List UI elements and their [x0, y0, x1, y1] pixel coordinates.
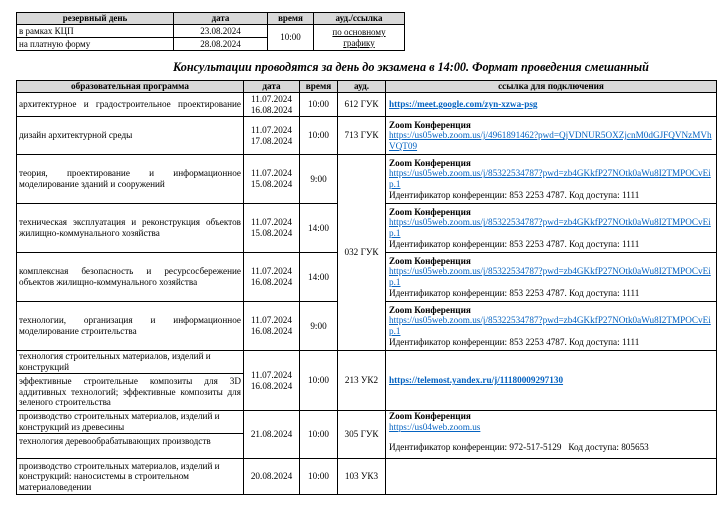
dates-cell: 11.07.2024 16.08.2024: [244, 93, 300, 117]
dates-cell: 11.07.2024 15.08.2024: [244, 155, 300, 204]
consultation-heading: Консультации проводятся за день до экзамена в 14:00. Формат проведения смешанный: [173, 60, 649, 74]
program-cell: [17, 411, 244, 459]
link-cell: [386, 93, 717, 117]
table-row: [17, 351, 717, 411]
reserve-date: 28.08.2024: [174, 38, 268, 51]
room-cell: 612 ГУК: [338, 93, 386, 117]
zoom-link[interactable]: https://us04web.zoom.us: [389, 421, 481, 432]
link-cell: [386, 351, 717, 411]
room-cell: 032 ГУК: [338, 155, 386, 351]
zoom-title: Zoom Конференция: [389, 119, 471, 130]
table-row: [17, 117, 717, 155]
time-cell: 14:00: [300, 253, 338, 302]
dates-cell: 11.07.2024 16.08.2024: [244, 253, 300, 302]
link-cell: [386, 411, 717, 459]
time-cell: 10:00: [300, 117, 338, 155]
dates-cell: 11.07.2024 16.08.2024: [244, 302, 300, 351]
reserve-date: 23.08.2024: [174, 25, 268, 38]
conference-id: Идентификатор конференции: 853 2253 4787. Код доступа: 1111: [389, 238, 640, 249]
header-date: дата: [244, 81, 300, 93]
time-cell: 14:00: [300, 204, 338, 253]
zoom-link[interactable]: https://us05web.zoom.us/j/85322534787?pwd=zb4GKkfP27NOtk0aWu8I2TMPOCvEip.1: [389, 217, 711, 238]
time-cell: 9:00: [300, 302, 338, 351]
reserve-schedule-link[interactable]: по основному графику: [314, 25, 405, 51]
room-cell: 305 ГУК: [338, 411, 386, 459]
telemost-link[interactable]: https://telemost.yandex.ru/j/11180009297130: [389, 375, 564, 386]
header-room-link: ауд./ссылка: [314, 13, 405, 25]
room-cell: 103 УК3: [338, 459, 386, 495]
link-cell: [386, 253, 717, 302]
header-link: ссылка для подключения: [386, 81, 717, 93]
reserve-label: в рамках КЦП: [17, 25, 174, 38]
link-cell: [386, 302, 717, 351]
reserve-time: 10:00: [268, 25, 314, 51]
header-date: дата: [174, 13, 268, 25]
conference-id: Идентификатор конференции: 853 2253 4787. Код доступа: 1111: [389, 287, 640, 298]
zoom-title: Zoom Конференция: [389, 304, 471, 315]
zoom-title: Zoom Конференция: [389, 255, 471, 266]
program-name: техническая эксплуатация и реконструкция объектов жилищно-коммунального хозяйства: [17, 204, 244, 253]
program-name: производство строительных материалов, изделий и конструкций: наносистемы в строительном материаловедении: [17, 459, 244, 495]
zoom-link[interactable]: https://us05web.zoom.us/j/85322534787?pwd=zb4GKkfP27NOtk0aWu8I2TMPOCvEip.1: [389, 315, 711, 336]
dates-cell: 11.07.2024 17.08.2024: [244, 117, 300, 155]
program-name: комплексная безопасность и ресурсосбережение объектов жилищно-коммунального хозяйства: [17, 253, 244, 302]
time-cell: 10:00: [300, 459, 338, 495]
room-cell: 213 УК2: [338, 351, 386, 411]
program-name: теория, проектирование и информационное моделирование зданий и сооружений: [17, 155, 244, 204]
conference-id: Идентификатор конференции: 972-517-5129 Код доступа: 805653: [389, 442, 649, 453]
program-name: дизайн архитектурной среды: [17, 117, 244, 155]
program-name: технологии, организация и информационное моделирование строительства: [17, 302, 244, 351]
link-cell: [386, 459, 717, 495]
program-cell: [17, 351, 244, 411]
zoom-link[interactable]: https://us05web.zoom.us/j/85322534787?pwd=zb4GKkfP27NOtk0aWu8I2TMPOCvEip.1: [389, 266, 711, 287]
time-cell: 10:00: [300, 93, 338, 117]
consultation-table: [16, 80, 717, 495]
link-cell: [386, 155, 717, 204]
zoom-link[interactable]: https://us05web.zoom.us/j/85322534787?pwd=zb4GKkfP27NOtk0aWu8I2TMPOCvEip.1: [389, 168, 711, 189]
time-cell: 9:00: [300, 155, 338, 204]
program-name: технология строительных материалов, изделий и конструкций: [17, 351, 243, 374]
reserve-day-table: [16, 12, 405, 51]
dates-cell: 11.07.2024 15.08.2024: [244, 204, 300, 253]
table-row: [17, 155, 717, 204]
link-cell: [386, 204, 717, 253]
link-cell: [386, 117, 717, 155]
conference-id: Идентификатор конференции: 853 2253 4787. Код доступа: 1111: [389, 336, 640, 347]
table-row: [17, 93, 717, 117]
program-profile: эффективные строительные композиты для 3D аддитивных технологий; эффективные композиты для зеленого строительства: [19, 376, 241, 408]
program-name: архитектурное и градостроительное проектирование: [17, 93, 244, 117]
meet-link[interactable]: https://meet.google.com/zyn-xzwa-psg: [389, 99, 538, 110]
zoom-title: Zoom Конференция: [389, 411, 471, 421]
reserve-label: на платную форму: [17, 38, 174, 51]
time-cell: 10:00: [300, 411, 338, 459]
header-program: образовательная программа: [17, 81, 244, 93]
header-reserve-day: резервный день: [17, 13, 174, 25]
room-cell: 713 ГУК: [338, 117, 386, 155]
zoom-title: Zoom Конференция: [389, 206, 471, 217]
program-name: производство строительных материалов, изделий и конструкций из древесины: [17, 411, 243, 434]
header-room: ауд.: [338, 81, 386, 93]
header-time: время: [300, 81, 338, 93]
time-cell: 10:00: [300, 351, 338, 411]
header-time: время: [268, 13, 314, 25]
zoom-title: Zoom Конференция: [389, 157, 471, 168]
conference-id: Идентификатор конференции: 853 2253 4787. Код доступа: 1111: [389, 189, 640, 200]
zoom-link[interactable]: https://us05web.zoom.us/j/4961891462?pwd=QjVDNUR5OXZjcnM0dGJFQVNzMVhVQT09: [389, 130, 712, 151]
program-profile: технология деревообрабатывающих производств: [19, 436, 211, 447]
date-cell: 20.08.2024: [244, 459, 300, 495]
table-row: [17, 459, 717, 495]
table-row: [17, 411, 717, 459]
date-cell: 21.08.2024: [244, 411, 300, 459]
dates-cell: 11.07.2024 16.08.2024: [244, 351, 300, 411]
